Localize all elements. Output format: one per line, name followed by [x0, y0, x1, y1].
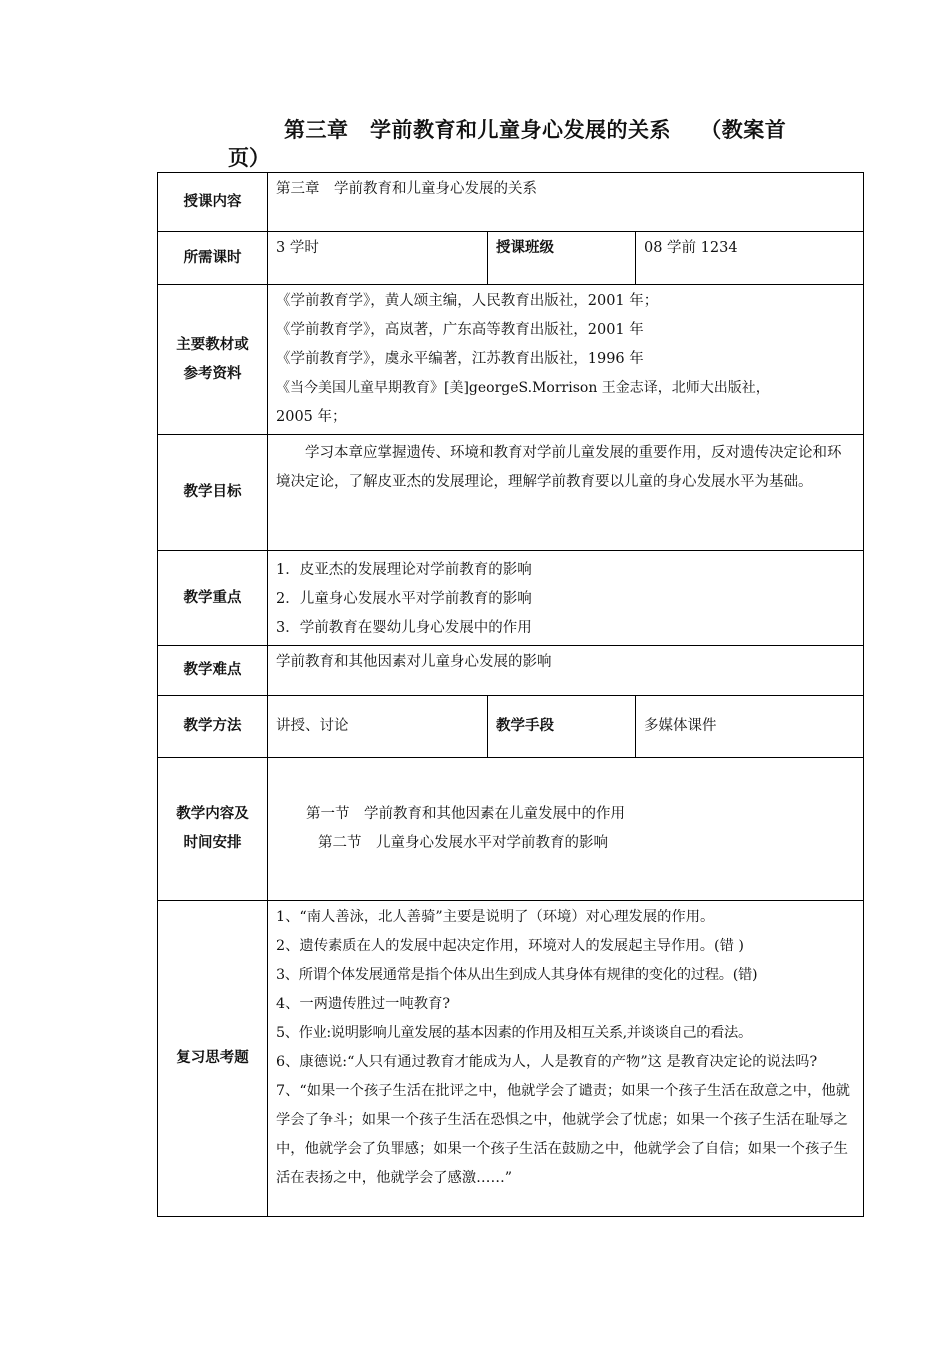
row-materials — [158, 285, 864, 435]
value-methods: 讲授、讨论 — [276, 718, 349, 734]
row-review — [158, 901, 864, 1217]
label-goals: 教学目标 — [158, 435, 268, 551]
row-schedule — [158, 758, 864, 901]
value-content-cell — [268, 173, 864, 232]
label-content: 授课内容 — [158, 173, 268, 232]
materials-list — [268, 285, 864, 435]
key-point-item: 3．学前教育在婴幼儿身心发展中的作用 — [276, 620, 532, 636]
schedule-item: 第一节 学前教育和其他因素在儿童发展中的作用 — [306, 806, 625, 822]
value-content: 第三章 学前教育和儿童身心发展的关系 — [276, 181, 537, 197]
row-goals — [158, 435, 864, 551]
review-item: 3、所谓个体发展通常是指个体从出生到成人其身体有规律的变化的过程。(错) — [276, 967, 758, 983]
schedule-item: 第二节 儿童身心发展水平对学前教育的影响 — [318, 835, 608, 851]
value-hours-cell — [268, 232, 488, 285]
material-item: 《学前教育学》，虞永平编著，江苏教育出版社，1996 年 — [276, 351, 644, 367]
key-point-item: 2．儿童身心发展水平对学前教育的影响 — [276, 591, 532, 607]
review-item: 7、“如果一个孩子生活在批评之中，他就学会了谴责；如果一个孩子生活在敌意之中，他就学会了争斗；如果一个孩子生活在恐惧之中，他就学会了忧虑；如果一个孩子生活在耻辱之中，他就学会了负罪感；如果一个孩子生活在鼓励之中，他就学会了自信；如果一个孩子生活在表扬之中，他就学会了感激……” — [276, 1083, 850, 1186]
title-line-1: 第三章 学前教育和儿童身心发展的关系 （教案首 — [284, 118, 787, 142]
review-item: 2、遗传素质在人的发展中起决定作用，环境对人的发展起主导作用。(错 ) — [276, 938, 744, 954]
label-schedule-line2: 时间安排 — [183, 835, 242, 851]
title-line-2: 页） — [228, 146, 270, 170]
material-item: 2005 年； — [276, 409, 347, 425]
value-difficulties-cell — [268, 646, 864, 696]
label-materials-line1: 主要教材或 — [176, 336, 249, 353]
value-goals-cell — [268, 435, 864, 551]
review-item: 1、“南人善泳，北人善骑”主要是说明了（环境）对心理发展的作用。 — [276, 909, 715, 925]
value-hours: 3 学时 — [276, 240, 319, 256]
lesson-plan-table — [157, 172, 864, 1217]
label-materials — [158, 285, 268, 435]
value-means-cell — [636, 696, 864, 758]
schedule-list — [268, 758, 864, 901]
material-item: 《学前教育学》，黄人颂主编，人民教育出版社，2001 年； — [276, 293, 659, 309]
label-hours: 所需课时 — [158, 232, 268, 285]
material-item: 《学前教育学》，高岚著，广东高等教育出版社，2001 年 — [276, 322, 644, 338]
label-means: 教学手段 — [496, 718, 554, 734]
value-methods-cell — [268, 696, 488, 758]
row-difficulties — [158, 646, 864, 696]
label-methods: 教学方法 — [158, 696, 268, 758]
review-item: 6、康德说:“人只有通过教育才能成为人，人是教育的产物”这 是教育决定论的说法吗? — [276, 1054, 818, 1070]
label-class: 授课班级 — [496, 240, 554, 256]
row-key-points — [158, 551, 864, 646]
label-schedule-line1: 教学内容及 — [176, 806, 249, 822]
value-means: 多媒体课件 — [644, 718, 717, 734]
row-content — [158, 173, 864, 232]
review-item: 5、作业:说明影响儿童发展的基本因素的作用及相互关系,并谈谈自己的看法。 — [276, 1025, 752, 1041]
key-point-item: 1．皮亚杰的发展理论对学前教育的影响 — [276, 562, 532, 578]
value-class-cell — [636, 232, 864, 285]
label-means-cell — [488, 696, 636, 758]
label-materials-line2: 参考资料 — [183, 365, 242, 382]
label-review: 复习思考题 — [158, 901, 268, 1217]
material-item: 《当今美国儿童早期教育》[美]georgeS.Morrison 王金志译，北师大出版社， — [276, 380, 770, 396]
review-list — [268, 901, 864, 1217]
label-schedule — [158, 758, 268, 901]
value-class: 08 学前 1234 — [644, 240, 738, 256]
value-goals: 学习本章应掌握遗传、环境和教育对学前儿童发展的重要作用，反对遗传决定论和环境决定论，了解皮亚杰的发展理论，理解学前教育要以儿童的身心发展水平为基础。 — [276, 445, 842, 490]
label-difficulties: 教学难点 — [158, 646, 268, 696]
row-methods — [158, 696, 864, 758]
label-key-points: 教学重点 — [158, 551, 268, 646]
value-difficulties: 学前教育和其他因素对儿童身心发展的影响 — [276, 654, 552, 670]
label-class-cell — [488, 232, 636, 285]
page-title — [228, 116, 828, 172]
review-item: 4、一两遗传胜过一吨教育? — [276, 996, 451, 1012]
row-hours — [158, 232, 864, 285]
key-points-list — [268, 551, 864, 646]
